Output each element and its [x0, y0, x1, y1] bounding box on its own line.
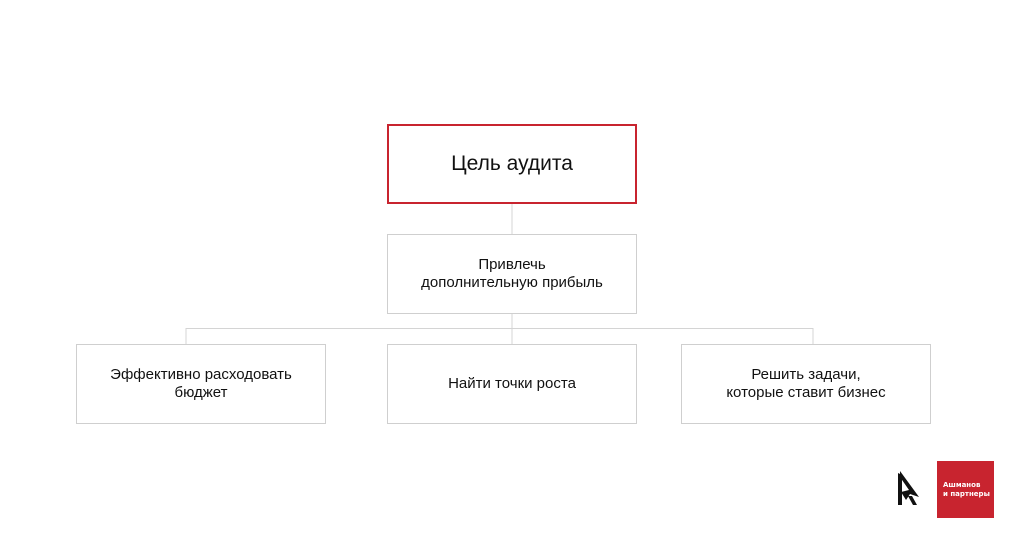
profit-label: Привлечь дополнительную прибыль [421, 256, 603, 291]
brand-name-line2: и партнеры [943, 489, 990, 498]
profit-node [387, 234, 637, 314]
business-tasks-label: Решить задачи, которые ставит бизнес [726, 366, 886, 401]
growth-points-label: Найти точки роста [448, 375, 576, 392]
brand-name-line1: Ашманов [943, 480, 981, 489]
goal-label: Цель аудита [451, 152, 573, 175]
a-cursor-logo-icon [893, 469, 923, 509]
brand-badge [937, 461, 994, 518]
budget-node [76, 344, 326, 424]
goal-node [387, 124, 637, 204]
budget-label: Эффективно расходовать бюджет [110, 366, 292, 401]
growth-points-node [387, 344, 637, 424]
business-tasks-node [681, 344, 931, 424]
